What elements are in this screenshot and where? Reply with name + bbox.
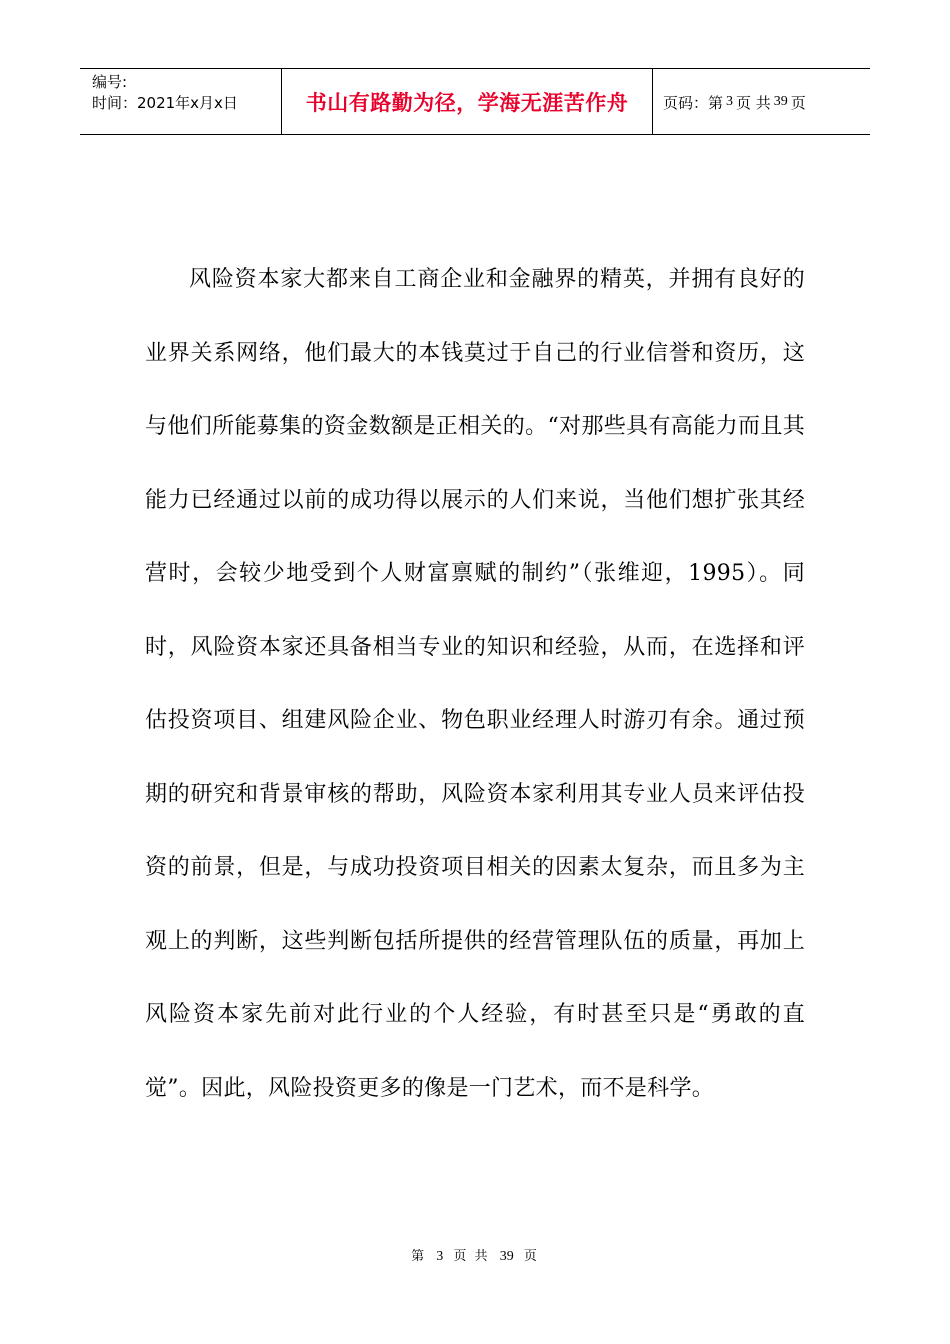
header-meta — [80, 69, 282, 135]
header-motto: 书山有路勤为径，学海无涯苦作舟 — [282, 69, 653, 135]
footer-page-total: 39 — [499, 1249, 514, 1264]
footer-mid: 页 共 — [453, 1249, 490, 1264]
header-page-current: 3 — [726, 94, 734, 109]
document-date: 时间：2021年x月x日 — [92, 94, 238, 112]
header-page-prefix: 页码：第 — [663, 93, 724, 112]
header-page-mid: 页 共 — [736, 93, 771, 112]
header-page-info — [653, 69, 870, 135]
header-page-suffix: 页 — [790, 93, 806, 112]
footer-page-current: 3 — [436, 1249, 444, 1264]
page-footer — [0, 1245, 950, 1265]
header-page-total: 39 — [773, 94, 788, 109]
page-header — [80, 68, 870, 135]
document-number-label: 编号: — [92, 73, 128, 91]
body-paragraph: 风险资本家大都来自工商企业和金融界的精英，并拥有良好的业界关系网络，他们最大的本钱莫过于自己的行业信誉和资历，这与他们所能募集的资金数额是正相关的。“对那些具有高能力而且其能力已经通过以前的成功得以展示的人们来说，当他们想扩张其经营时，会较少地受到个人财富禀赋的制约”（张维迎，1995）。同时，风险资本家还具备相当专业的知识和经验，从而，在选择和评估投资项目、组建风险企业、物色职业经理人时游刃有余。通过预期的研究和背景审核的帮助，风险资本家利用其专业人员来评估投资的前景，但是，与成功投资项目相关的因素太复杂，而且多为主观上的判断，这些判断包括所提供的经营管理队伍的质量，再加上风险资本家先前对此行业的个人经验，有时甚至只是“勇敢的直觉”。因此，风险投资更多的像是一门艺术，而不是科学。 — [145, 267, 805, 1101]
footer-prefix: 第 — [411, 1249, 427, 1264]
footer-suffix: 页 — [523, 1249, 539, 1264]
